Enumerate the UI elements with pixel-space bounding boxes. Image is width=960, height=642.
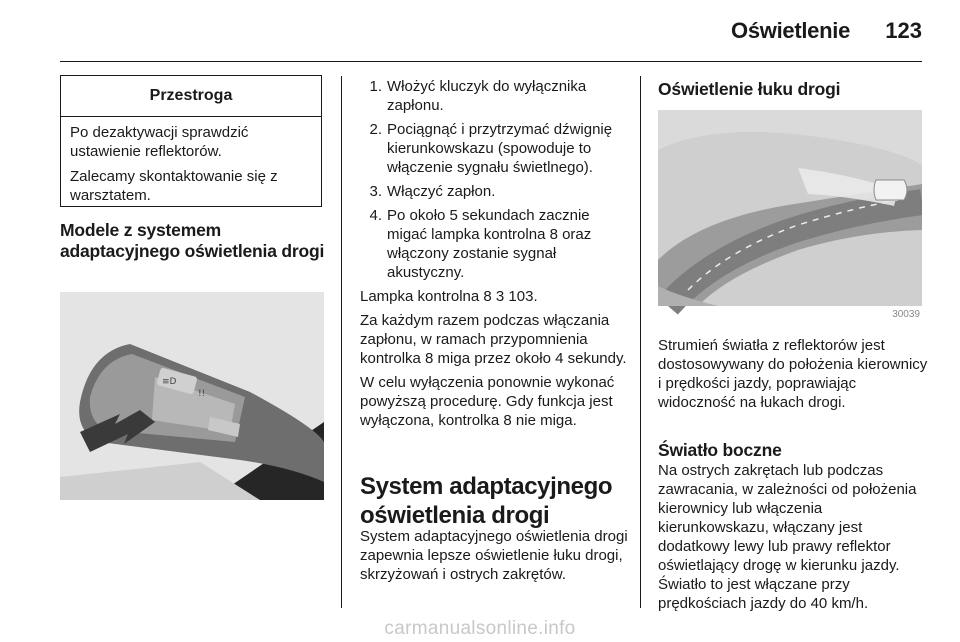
reminder-paragraph: Za każdym razem podczas włączania zapłonu, w ramach przypomnienia kontrolka 8 miga przez około 4 sekundy.	[360, 312, 627, 367]
disable-paragraph: W celu wyłączenia ponownie wykonać powyższą procedurę. Gdy funkcja jest wyłączona, kontrolka 8 nie miga.	[360, 374, 615, 429]
section-heading-curve-lighting: Oświetlenie łuku drogi	[658, 79, 841, 99]
curve-lighting-image	[658, 110, 922, 322]
list-item: 1. Włożyć kluczyk do wyłącznika zapłonu.	[369, 78, 587, 114]
section-title-adaptive-lighting: System adaptacyjnego oświetlenia drogi	[360, 473, 613, 529]
caution-paragraph: Po dezaktywacji sprawdzić ustawienie reflektorów.	[70, 124, 249, 160]
svg-text:≡D: ≡D	[162, 377, 177, 387]
caution-box	[60, 75, 322, 207]
page-title: Oświetlenie	[731, 18, 850, 43]
list-item: 4. Po około 5 sekundach zacznie migać lampka kontrolna 8 oraz włączony zostanie sygnał akustyczny.	[369, 207, 592, 281]
column-divider-right	[640, 76, 641, 608]
road-illustration	[658, 110, 922, 322]
procedure-list-container	[360, 77, 630, 435]
list-item: 2. Pociągnąć i przytrzymać dźwignię kierunkowskazu (spowoduje to włączenie sygnału świetlnego).	[369, 121, 613, 176]
cornering-light-description: Na ostrych zakrętach lub podczas zawracania, w zależności od położenia kierownicy lub włączenia kierunkowskazu, włączany jest dodatkowy lewy lub prawy reflektor oświetlający drogę w kierunku jazdy. Światło to jest włączane przy prędkościach jazdy do 40 km/h.	[658, 462, 917, 612]
caution-body	[61, 117, 321, 205]
procedure-steps	[360, 77, 630, 282]
page-number: 123	[885, 18, 922, 43]
watermark-text: carmanualsonline.info	[384, 618, 576, 639]
column-divider-left	[341, 76, 342, 608]
caution-title: Przestroga	[61, 76, 321, 117]
section-heading-models: Modele z systemem adaptacyjnego oświetlenia drogi	[60, 220, 325, 261]
caution-paragraph: Zalecamy skontaktowanie się z warsztatem.	[70, 168, 278, 204]
header-divider	[60, 61, 922, 62]
lever-illustration	[60, 292, 324, 500]
image-code: 30039	[892, 309, 920, 320]
indicator-reference: Lampka kontrolna 8 3 103.	[360, 288, 538, 305]
list-item: 3. Włączyć zapłon.	[369, 183, 496, 200]
svg-text:!!: !!	[198, 389, 206, 399]
curve-lighting-description: Strumień światła z reflektorów jest dostosowywany do położenia kierownicy i prędkości jazdy, poprawiając widoczność na łukach drogi.	[658, 337, 928, 411]
turn-signal-lever-image	[60, 292, 324, 500]
adaptive-lighting-description: System adaptacyjnego oświetlenia drogi zapewnia lepsze oświetlenie łuku drogi, skrzyżowań i ostrych zakrętów.	[360, 528, 628, 583]
section-heading-cornering-light: Światło boczne	[658, 440, 782, 460]
